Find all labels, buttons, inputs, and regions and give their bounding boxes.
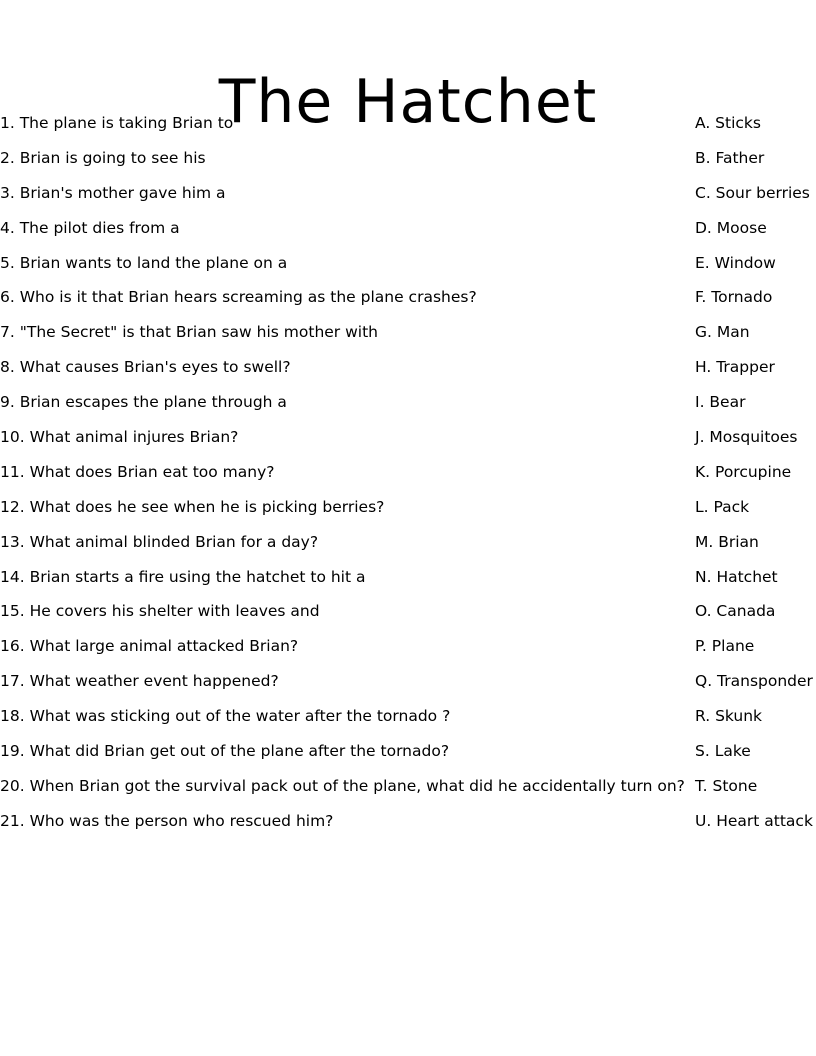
matching-worksheet (0, 110, 816, 843)
answer-option: S. Lake (695, 742, 751, 761)
question-text: 4. The pilot dies from a (0, 218, 180, 237)
question-text: 16. What large animal attacked Brian? (0, 637, 299, 656)
answer-option: J. Mosquitoes (695, 428, 798, 447)
answer-option: G. Man (695, 323, 750, 342)
answer-option: P. Plane (695, 637, 755, 656)
answer-option: U. Heart attack (695, 811, 813, 830)
question-row (0, 773, 816, 808)
question-text: 7. "The Secret" is that Brian saw his mother with (0, 323, 378, 342)
question-row (0, 668, 816, 703)
question-row (0, 808, 816, 843)
answer-option: E. Window (695, 253, 776, 272)
answer-option: O. Canada (695, 602, 776, 621)
question-row (0, 598, 816, 633)
question-text: 12. What does he see when he is picking berries? (0, 497, 385, 516)
question-row (0, 459, 816, 494)
question-row (0, 564, 816, 599)
question-row (0, 424, 816, 459)
answer-option: L. Pack (695, 497, 750, 516)
question-row (0, 354, 816, 389)
answer-option: F. Tornado (695, 288, 773, 307)
question-text: 19. What did Brian get out of the plane after the tornado? (0, 742, 450, 761)
question-text: 1. The plane is taking Brian to (0, 114, 234, 132)
answer-option: Q. Transponder (695, 672, 813, 691)
question-row (0, 180, 816, 215)
question-row (0, 633, 816, 668)
answer-option: T. Stone (695, 776, 758, 795)
question-row (0, 145, 816, 180)
question-text: 6. Who is it that Brian hears screaming as the plane crashes? (0, 288, 477, 307)
question-row (0, 703, 816, 738)
answer-option: I. Bear (695, 393, 746, 412)
question-text: 18. What was sticking out of the water after the tornado ? (0, 707, 451, 726)
question-text: 17. What weather event happened? (0, 672, 279, 691)
question-text: 21. Who was the person who rescued him? (0, 811, 334, 830)
question-row (0, 215, 816, 250)
question-text: 2. Brian is going to see his (0, 148, 206, 167)
question-text: 20. When Brian got the survival pack out of the plane, what did he accidentally turn on? (0, 776, 685, 795)
question-row (0, 319, 816, 354)
answer-option: K. Porcupine (695, 462, 792, 481)
question-row (0, 738, 816, 773)
question-text: 8. What causes Brian's eyes to swell? (0, 358, 291, 377)
answer-option: M. Brian (695, 532, 759, 551)
answer-option: H. Trapper (695, 358, 775, 377)
question-row (0, 494, 816, 529)
question-row (0, 250, 816, 285)
question-row (0, 529, 816, 564)
question-text: 13. What animal blinded Brian for a day? (0, 532, 319, 551)
question-row (0, 110, 816, 145)
answer-option: N. Hatchet (695, 567, 778, 586)
answer-option: D. Moose (695, 218, 767, 237)
question-text: 10. What animal injures Brian? (0, 428, 239, 447)
worksheet-title: The Hatchet (218, 67, 598, 138)
question-text: 9. Brian escapes the plane through a (0, 393, 287, 412)
question-text: 15. He covers his shelter with leaves and (0, 602, 320, 621)
answer-option: R. Skunk (695, 707, 763, 726)
question-text: 14. Brian starts a fire using the hatchet to hit a (0, 567, 366, 586)
question-row (0, 389, 816, 424)
answer-option: C. Sour berries (695, 183, 810, 202)
question-text: 3. Brian's mother gave him a (0, 183, 226, 202)
question-text: 5. Brian wants to land the plane on a (0, 253, 288, 272)
question-text: 11. What does Brian eat too many? (0, 462, 275, 481)
question-row (0, 284, 816, 319)
answer-option: A. Sticks (695, 114, 761, 132)
answer-option: B. Father (695, 148, 765, 167)
